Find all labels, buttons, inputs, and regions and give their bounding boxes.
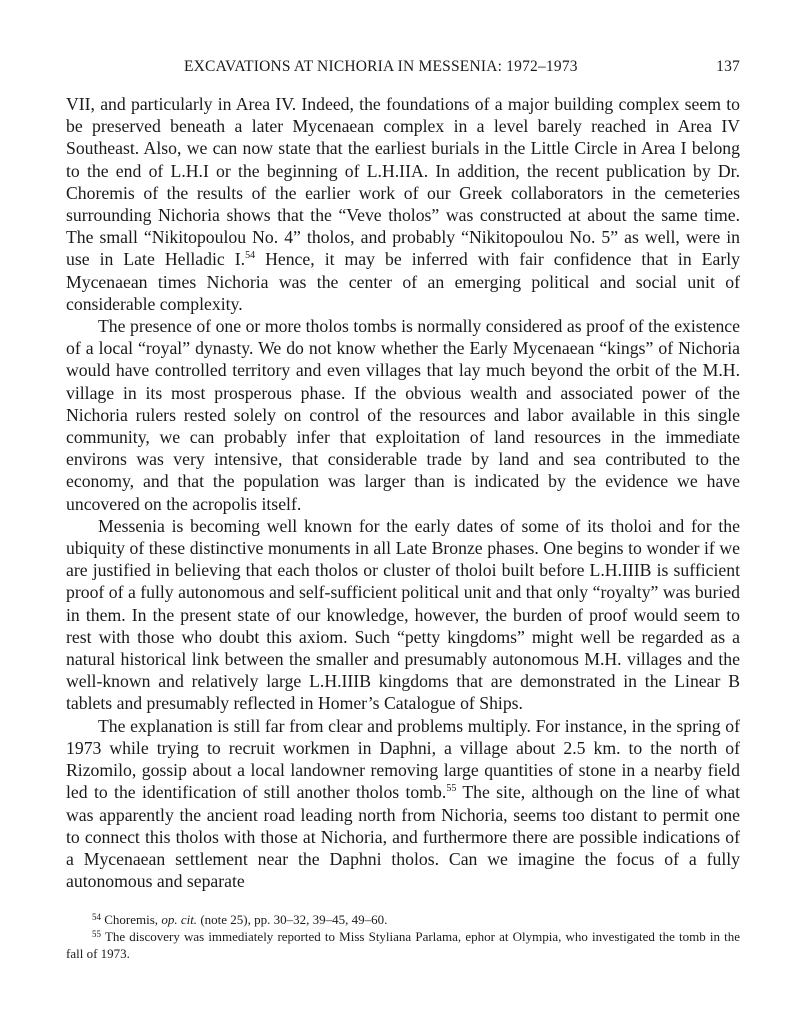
running-head: [66, 58, 740, 80]
running-title: EXCAVATIONS AT NICHORIA IN MESSENIA: 1972–1973: [184, 58, 578, 75]
footnote-55-mark: 55: [92, 929, 101, 940]
footnote-54: [66, 911, 740, 928]
body-text: [66, 93, 740, 892]
paragraph-1-text-b: Hence, it may be inferred with fair confidence that in Early Mycenaean times Nichoria was the center of an emerging political and social unit of considerable complexity.: [66, 249, 740, 314]
footnote-54-mark: 54: [92, 912, 101, 922]
paragraph-4: [66, 715, 740, 893]
paragraph-4-text-a: The explanation is still far from clear and problems multiply. For instance, in the spring of 1973 while trying to recruit workmen in Daphni, a village about 2.5 km. to the north of Rizomilo, gossip about a local landowner removing large quantities of stone in a nearby field led to the identification of still another tholos tomb.: [66, 715, 740, 803]
page-number: 137: [716, 58, 740, 75]
footnote-ref-55[interactable]: 55: [446, 783, 457, 795]
paragraph-1: [66, 93, 740, 315]
footnote-ref-54[interactable]: 54: [245, 250, 256, 262]
paragraph-3: Messenia is becoming well known for the early dates of some of its tholoi and for the ubiquity of these distinctive monuments in all Late Bronze phases. One begins to wonder if we are justified in believing that each tholos or cluster of tholoi built before L.H.IIIB is sufficient proof of a fully autonomous and self-sufficient political unit and that only “royalty” was buried in them. In the present state of our knowledge, however, the burden of proof would seem to rest with those who doubt this axiom. Such “petty kingdoms” might well be regarded as a natural historical link between the smaller and presumably autonomous M.H. villages and the well-known and relatively large L.H.IIIB kingdoms that are demonstrated in the Linear B tablets and presumably reflected in Homer’s Catalogue of Ships.: [66, 515, 740, 714]
footnote-55-text: The discovery was immediately reported to Miss Styliana Parlama, ephor at Olympia, who investigated the tomb in the fall of 1973.: [66, 929, 741, 962]
footnotes: [66, 911, 740, 963]
paragraph-4-text-b: The site, although on the line of what was apparently the ancient road leading north from Nichoria, seems too distant to permit one to connect this tholos with those at Nichoria, and furthermore there are possible indications of a Mycenaean settlement near the Daphni tholos. Can we imagine the focus of a fully autonomous and separate: [66, 782, 740, 892]
paragraph-1-text-a: VII, and particularly in Area IV. Indeed, the foundations of a major building complex seem to be preserved beneath a later Mycenaean complex in a level barely reached in Area IV Southeast. Also, we can now state that the earliest burials in the Little Circle in Area I belong to the end of L.H.I or the beginning of L.H.IIA. In addition, the recent publication by Dr. Choremis of the results of the earlier work of our Greek collaborators in the cemeteries surrounding Nichoria shows that the “Veve tholos” was constructed at about the same time. The small “Nikitopoulou No. 4” tholos, and probably “Nikitopoulou No. 5” as well, were in use in Late Helladic I.: [66, 94, 740, 270]
footnote-55: [66, 928, 740, 962]
footnote-54-author: Choremis,: [104, 912, 162, 927]
footnote-54-pages: (note 25), pp. 30–32, 39–45, 49–60.: [197, 912, 388, 927]
paragraph-2: The presence of one or more tholos tombs is normally considered as proof of the existence of a local “royal” dynasty. We do not know whether the Early Mycenaean “kings” of Nichoria would have controlled territory and even villages that lay much beyond the orbit of the M.H. village in its most prosperous phase. If the obvious wealth and associated power of the Nichoria rulers rested solely on control of the resources and labor available in this single community, we can probably infer that exploitation of land resources in the immediate environs was very intensive, that considerable trade by land and sea contributed to the economy, and that the population was larger than is indicated by the evidence we have uncovered on the acropolis itself.: [66, 316, 740, 514]
footnote-54-citation: op. cit.: [161, 912, 198, 927]
